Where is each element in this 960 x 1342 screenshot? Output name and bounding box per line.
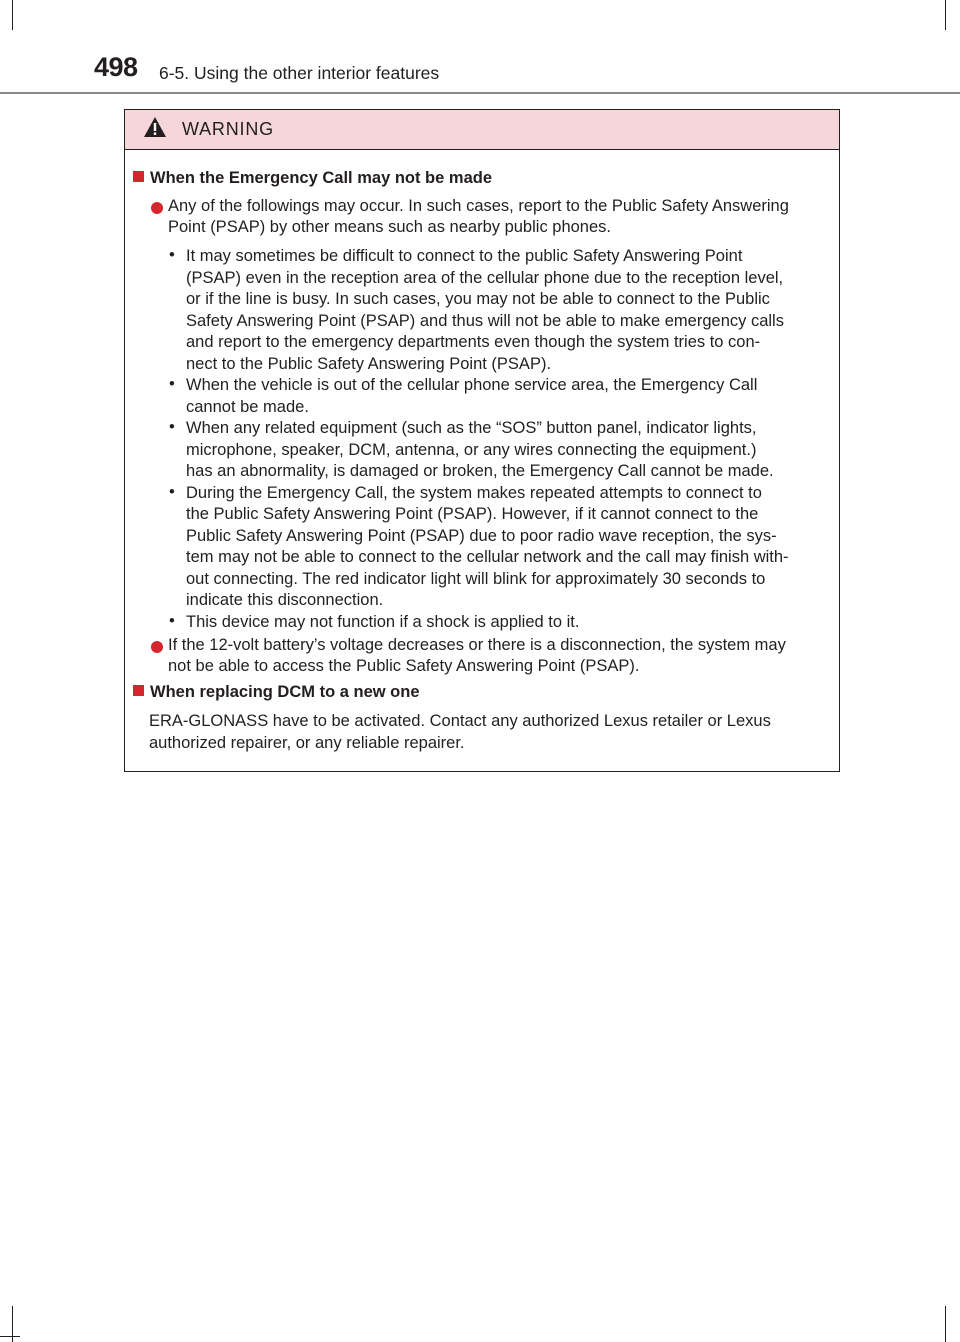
crop-mark bbox=[0, 1336, 20, 1337]
warning-box bbox=[124, 109, 840, 772]
dot-bullet-icon: • bbox=[169, 611, 175, 630]
text-line: the Public Safety Answering Point (PSAP). However, if it cannot connect to the bbox=[186, 505, 759, 523]
text-line: When any related equipment (such as the “SOS” button panel, indicator lights, bbox=[186, 419, 757, 437]
warning-header bbox=[125, 110, 839, 150]
text-line: When the vehicle is out of the cellular phone service area, the Emergency Call bbox=[186, 376, 758, 394]
dot-bullet-icon: • bbox=[169, 418, 175, 436]
dot-bullet-icon: • bbox=[169, 246, 175, 264]
text-line: authorized repairer, or any reliable repairer. bbox=[149, 733, 465, 752]
warning-label: WARNING bbox=[182, 119, 274, 139]
section-heading-emergency-call bbox=[133, 169, 492, 188]
text-line: and report to the emergency departments even though the system tries to con- bbox=[186, 333, 761, 351]
text-line: indicate this disconnection. bbox=[186, 591, 384, 609]
header-divider bbox=[0, 92, 960, 94]
text-line: (PSAP) even in the reception area of the cellular phone due to the reception level, bbox=[186, 268, 784, 287]
text-line: microphone, speaker, DCM, antenna, or any wires connecting the equipment.) bbox=[186, 440, 757, 459]
text-line: out connecting. The red indicator light will blink for approximately 30 seconds to bbox=[186, 569, 766, 588]
square-bullet-icon bbox=[133, 171, 144, 182]
crop-mark bbox=[945, 0, 946, 30]
text-line: This device may not function if a shock is applied to it. bbox=[186, 612, 580, 631]
text-line: nect to the Public Safety Answering Point (PSAP). bbox=[186, 354, 552, 373]
text-line: Point (PSAP) by other means such as nearby public phones. bbox=[168, 218, 611, 236]
page-number: 498 bbox=[94, 52, 138, 82]
text-line: ERA-GLONASS have to be activated. Contact any authorized Lexus retailer or Lexus bbox=[149, 712, 771, 730]
text-line: Any of the followings may occur. In such cases, report to the Public Safety Answering bbox=[168, 197, 789, 215]
crop-mark bbox=[12, 0, 13, 30]
circle-bullet-icon bbox=[151, 202, 163, 214]
section-heading-replacing-dcm bbox=[133, 683, 420, 702]
text-line: has an abnormality, is damaged or broken, the Emergency Call cannot be made. bbox=[186, 462, 774, 480]
crop-mark bbox=[12, 1306, 13, 1342]
section-heading-text: When the Emergency Call may not be made bbox=[150, 169, 493, 187]
text-line: cannot be made. bbox=[186, 397, 309, 416]
circle-bullet-icon bbox=[151, 641, 163, 653]
text-line: not be able to access the Public Safety Answering Point (PSAP). bbox=[168, 657, 640, 675]
text-line: Safety Answering Point (PSAP) and thus will not be able to make emergency calls bbox=[186, 311, 784, 330]
crop-mark bbox=[945, 1306, 946, 1342]
section-heading-text: When replacing DCM to a new one bbox=[150, 683, 420, 701]
text-line: or if the line is busy. In such cases, you may not be able to connect to the Public bbox=[186, 290, 770, 308]
text-line: If the 12-volt battery’s voltage decreases or there is a disconnection, the system may bbox=[168, 636, 786, 654]
text-line: It may sometimes be difficult to connect to the public Safety Answering Point bbox=[186, 247, 743, 265]
dot-bullet-icon: • bbox=[169, 375, 175, 393]
warning-triangle-icon bbox=[143, 116, 167, 138]
section-title: 6-5. Using the other interior features bbox=[159, 63, 440, 83]
text-line: During the Emergency Call, the system makes repeated attempts to connect to bbox=[186, 483, 762, 502]
text-line: Public Safety Answering Point (PSAP) due to poor radio wave reception, the sys- bbox=[186, 526, 777, 545]
text-line: tem may not be able to connect to the cellular network and the call may finish with- bbox=[186, 548, 789, 566]
square-bullet-icon bbox=[133, 685, 144, 696]
dot-bullet-icon: • bbox=[169, 482, 175, 501]
